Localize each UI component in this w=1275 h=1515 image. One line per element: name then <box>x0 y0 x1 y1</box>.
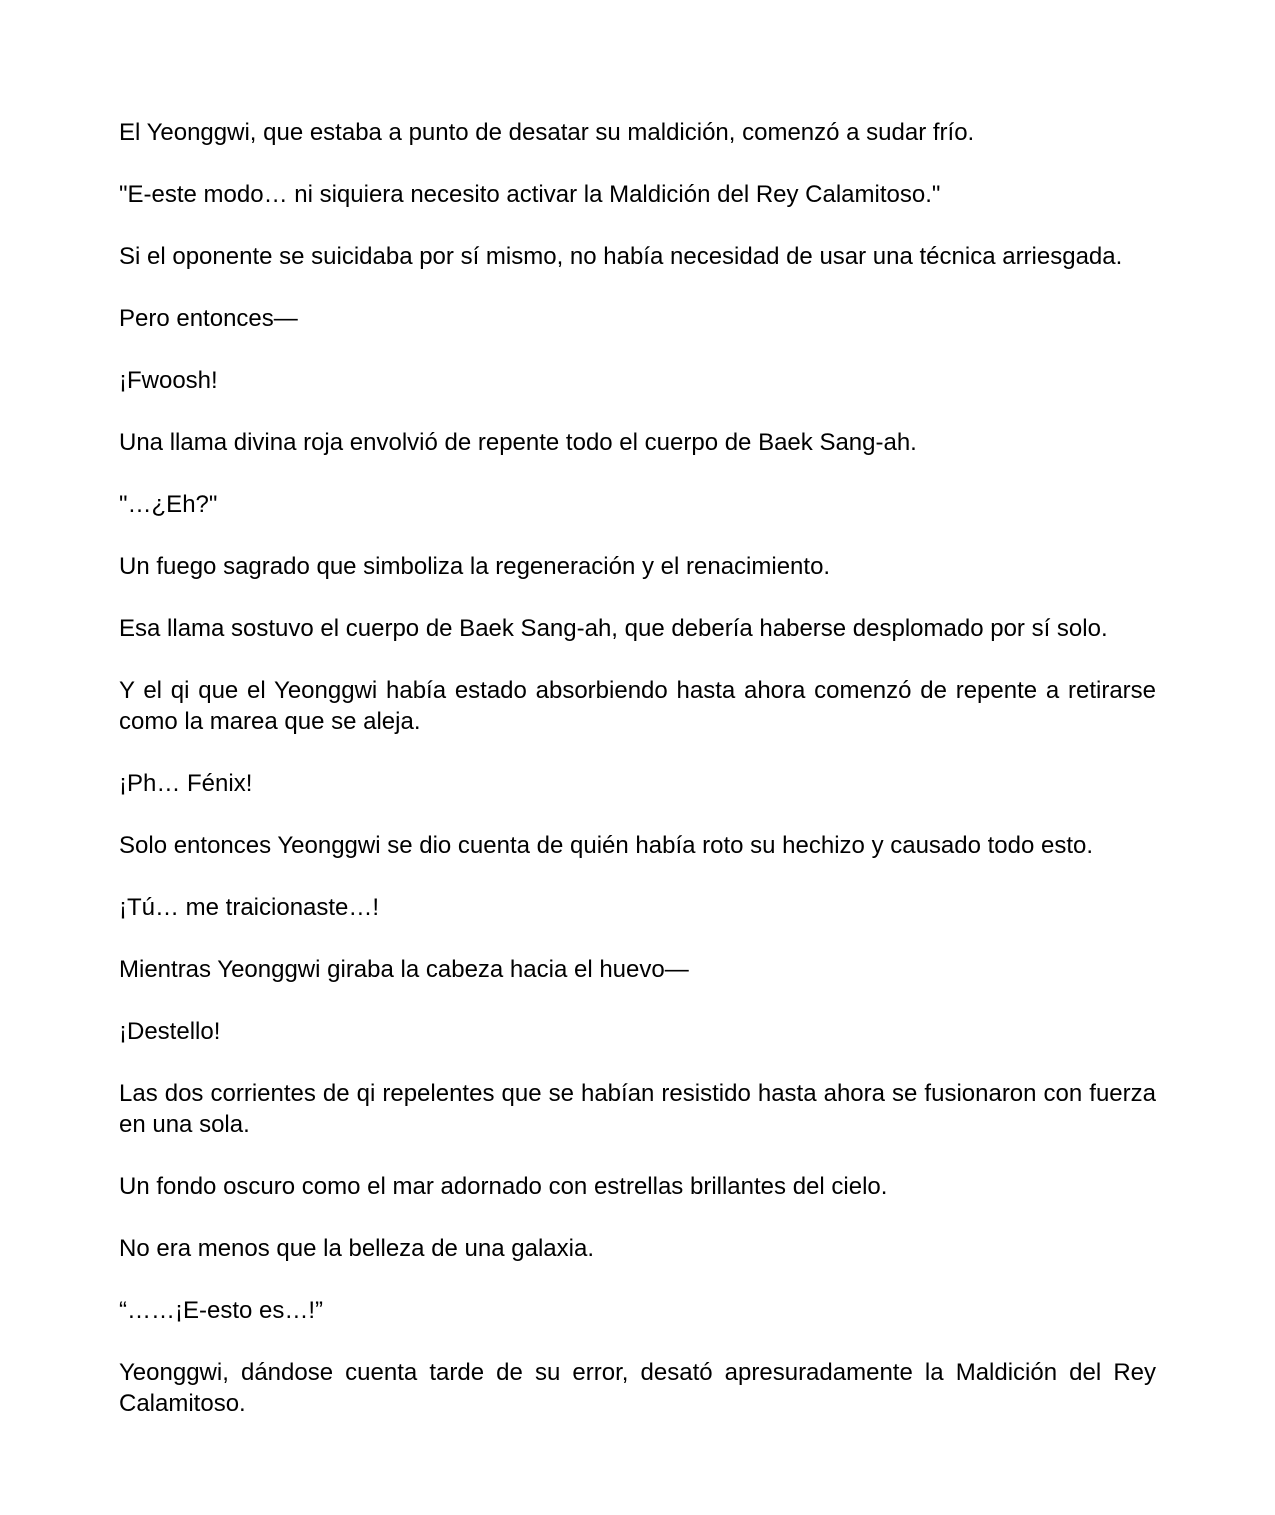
paragraph-10: Y el qi que el Yeonggwi había estado absorbiendo hasta ahora comenzó de repente a retirarse como la marea que se aleja. <box>119 677 1156 735</box>
paragraph-11: ¡Ph… Fénix! <box>119 770 253 797</box>
paragraph-18: No era menos que la belleza de una galaxia. <box>119 1235 594 1262</box>
paragraph-19: “……¡E-esto es…!” <box>119 1297 324 1324</box>
paragraph-6: Una llama divina roja envolvió de repente todo el cuerpo de Baek Sang-ah. <box>119 429 917 456</box>
paragraph-16: Las dos corrientes de qi repelentes que se habían resistido hasta ahora se fusionaron con fuerza en una sola. <box>119 1080 1156 1138</box>
paragraph-2: "E-este modo… ni siquiera necesito activar la Maldición del Rey Calamitoso." <box>119 181 941 208</box>
paragraph-1: El Yeonggwi, que estaba a punto de desatar su maldición, comenzó a sudar frío. <box>119 119 975 146</box>
paragraph-5: ¡Fwoosh! <box>119 367 218 394</box>
paragraph-15: ¡Destello! <box>119 1018 221 1045</box>
paragraph-17: Un fondo oscuro como el mar adornado con estrellas brillantes del cielo. <box>119 1173 888 1200</box>
paragraph-12: Solo entonces Yeonggwi se dio cuenta de quién había roto su hechizo y causado todo esto. <box>119 832 1094 859</box>
paragraph-9: Esa llama sostuvo el cuerpo de Baek Sang-ah, que debería haberse desplomado por sí solo. <box>119 615 1108 642</box>
paragraph-7: "…¿Eh?" <box>119 491 218 518</box>
paragraph-4: Pero entonces— <box>119 305 298 332</box>
paragraph-14: Mientras Yeonggwi giraba la cabeza hacia el huevo— <box>119 956 689 983</box>
paragraph-3: Si el oponente se suicidaba por sí mismo, no había necesidad de usar una técnica arriesgada. <box>119 243 1123 270</box>
paragraph-13: ¡Tú… me traicionaste…! <box>119 894 380 921</box>
paragraph-20: Yeonggwi, dándose cuenta tarde de su error, desató apresuradamente la Maldición del Rey Calamitoso. <box>119 1359 1156 1417</box>
document-page <box>119 117 1156 1450</box>
paragraph-8: Un fuego sagrado que simboliza la regeneración y el renacimiento. <box>119 553 831 580</box>
